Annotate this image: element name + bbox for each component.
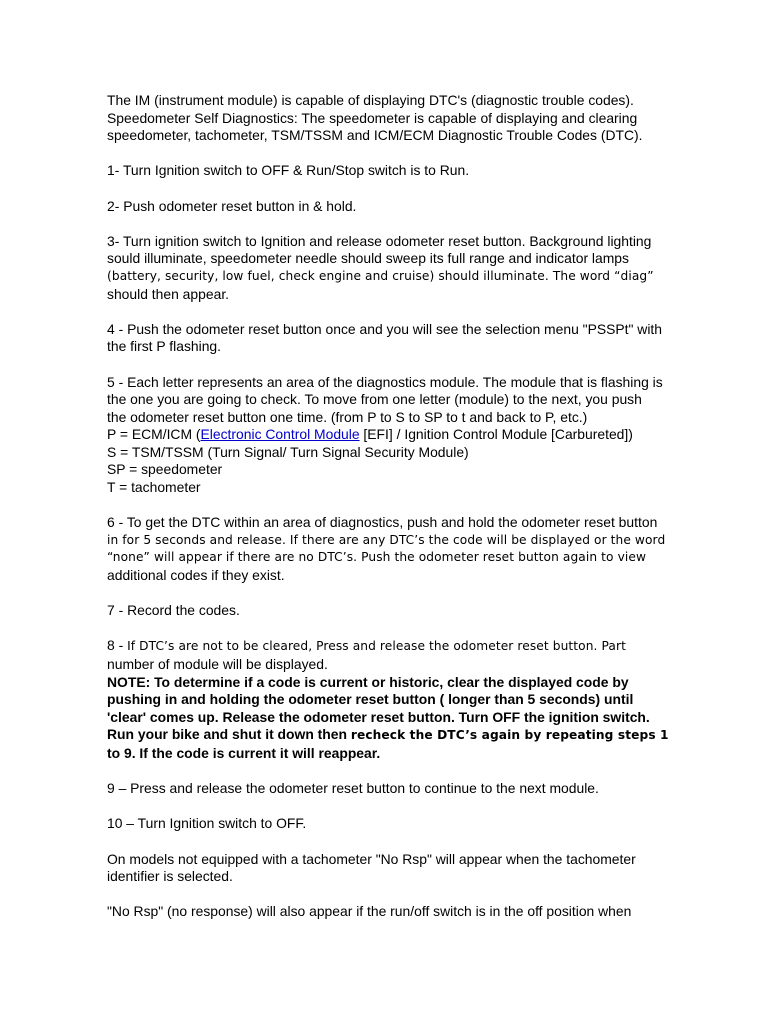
note-line-end: recheck the DTC’s again by repeating steps 1	[350, 728, 669, 743]
step-6	[107, 514, 667, 584]
note-line: to 9. If the code is current it will reappear.	[107, 744, 381, 761]
step-5-line: 5 - Each letter represents an area of the diagnostics module. The module that is flashing is	[107, 373, 663, 390]
document-body	[107, 92, 667, 939]
step-5-line: the odometer reset button one time. (from P to S to SP to t and back to P, etc.)	[107, 408, 588, 425]
module-p-suffix: [EFI] / Ignition Control Module [Carbureted])	[359, 426, 633, 443]
step-3-line: (battery, security, low fuel, check engine and cruise) should illuminate. The word “diag”	[107, 268, 654, 283]
step-8	[107, 637, 667, 762]
step-2	[107, 198, 667, 216]
step-10	[107, 815, 667, 833]
step-5-line: the one you are going to check. To move from one letter (module) to the next, you push	[107, 391, 642, 408]
tachometer-note-line: identifier is selected.	[107, 868, 233, 885]
step-4-line: 4 - Push the odometer reset button once and you will see the selection menu "PSSPt" with	[107, 320, 662, 337]
step-2-text: 2- Push odometer reset button in & hold.	[107, 197, 357, 214]
step-5	[107, 374, 667, 497]
step-8-first-line-text: If DTC’s are not to be cleared, Press and release the odometer reset button. Part	[127, 639, 626, 654]
step-4-line: the first P flashing.	[107, 338, 222, 355]
intro-paragraph	[107, 92, 667, 145]
electronic-control-module-link[interactable]: Electronic Control Module	[200, 426, 360, 443]
no-response-note-line: "No Rsp" (no response) will also appear if the run/off switch is in the off position when	[107, 903, 632, 920]
no-response-note	[107, 903, 667, 921]
step-7-text: 7 - Record the codes.	[107, 602, 240, 619]
step-3-line: should then appear.	[107, 285, 230, 302]
module-p-prefix: P = ECM/ICM (	[107, 426, 201, 443]
step-8-line	[107, 637, 667, 656]
note-line-start: Run your bike and shut it down then	[107, 726, 351, 743]
note-line: 'clear' comes up. Release the odometer reset button. Turn OFF the ignition switch.	[107, 708, 650, 725]
step-7	[107, 602, 667, 620]
step-8-line: number of module will be displayed.	[107, 656, 328, 672]
step-1-text: 1- Turn Ignition switch to OFF & Run/Stop switch is to Run.	[107, 162, 470, 179]
intro-line: The IM (instrument module) is capable of displaying DTC's (diagnostic trouble codes).	[107, 92, 634, 108]
step-3-line: 3- Turn ignition switch to Ignition and release odometer reset button. Background lighting	[107, 232, 652, 249]
intro-line: speedometer, tachometer, TSM/TSSM and ICM/ECM Diagnostic Trouble Codes (DTC).	[107, 127, 643, 144]
step-3-line: sould illuminate, speedometer needle should sweep its full range and indicator lamps	[107, 250, 629, 267]
step-9	[107, 780, 667, 798]
note-line: NOTE: To determine if a code is current or historic, clear the displayed code by	[107, 673, 629, 690]
step-1	[107, 162, 667, 180]
module-sp-definition: SP = speedometer	[107, 461, 223, 478]
intro-line: Speedometer Self Diagnostics: The speedometer is capable of displaying and clearing	[107, 109, 638, 126]
step-6-line: 6 - To get the DTC within an area of diagnostics, push and hold the odometer reset button	[107, 514, 658, 531]
note-line: pushing in and holding the odometer reset button ( longer than 5 seconds) until	[107, 691, 634, 708]
step-6-line: in for 5 seconds and release. If there are any DTC’s the code will be displayed or the word	[107, 532, 666, 547]
tachometer-note	[107, 851, 667, 886]
step-6-line: “none” will appear if there are no DTC’s. Push the odometer reset button again to view	[107, 550, 647, 565]
step-10-text: 10 – Turn Ignition switch to OFF.	[107, 815, 307, 832]
step-4	[107, 321, 667, 356]
module-s-definition: S = TSM/TSSM (Turn Signal/ Turn Signal Security Module)	[107, 443, 469, 460]
step-3	[107, 233, 667, 303]
module-p-definition	[107, 426, 667, 444]
step-6-line: additional codes if they exist.	[107, 567, 285, 584]
module-t-definition: T = tachometer	[107, 479, 201, 496]
step-9-text: 9 – Press and release the odometer reset button to continue to the next module.	[107, 780, 599, 797]
step-8-number: 8 -	[107, 637, 128, 654]
note-line	[107, 726, 667, 745]
tachometer-note-line: On models not equipped with a tachometer "No Rsp" will appear when the tachometer	[107, 850, 636, 867]
